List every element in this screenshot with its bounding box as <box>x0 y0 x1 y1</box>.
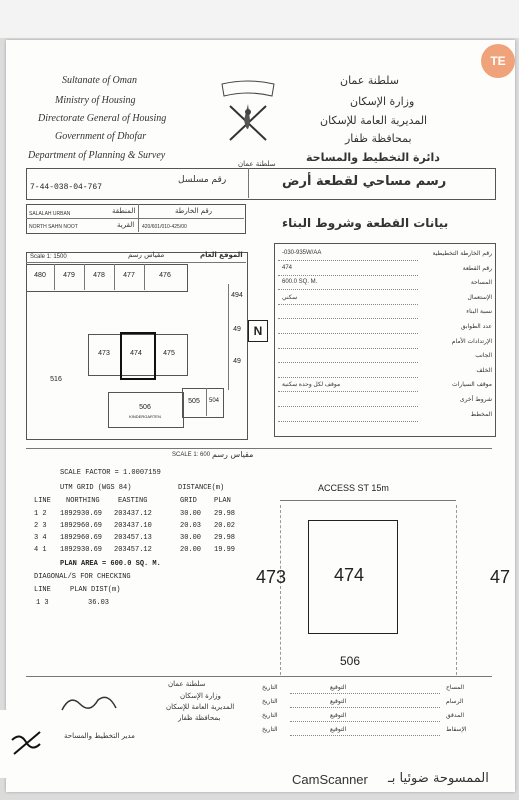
plot-info-value: موقف لكل وحدة سكنية <box>282 382 341 389</box>
plot-info-label: المخطط <box>470 410 492 418</box>
top-strip <box>0 0 519 38</box>
header-ar-line-1: سلطنة عمان <box>340 74 399 87</box>
plot-493: 49 <box>233 326 241 333</box>
plan-scale-value: SCALE 1: 600 <box>172 452 211 458</box>
stamp-line-1: سلطنة عمان <box>168 680 206 688</box>
plan-area: PLAN AREA = 600.0 SQ. M. <box>60 560 161 568</box>
plot-info-label: شروط أخرى <box>459 396 492 403</box>
diag-value: 36.03 <box>88 599 110 607</box>
signature-dotted-line <box>290 693 440 694</box>
coord-cell-northing: 1892930.69 <box>60 546 103 554</box>
coord-cell-northing: 1892930.69 <box>60 510 103 518</box>
document-title: رسم مساحي لقطعة أرض <box>282 174 447 189</box>
signature-icon <box>58 690 120 718</box>
plot-473: 473 <box>98 350 110 357</box>
header-en-line-2: Ministry of Housing <box>55 95 136 106</box>
signature-role: المساح <box>446 684 465 691</box>
plot-info-dotted-line <box>278 348 418 349</box>
plot-516: 516 <box>50 376 62 383</box>
signature-date: التاريخ <box>262 698 278 705</box>
plot-494: 494 <box>231 292 243 299</box>
coord-cell-line: 2 3 <box>34 522 47 530</box>
plot-480: 480 <box>34 272 46 279</box>
stamp-line-2: وزارة الإسكان <box>180 692 221 700</box>
plot-info-label: الجانب <box>475 352 492 360</box>
plot-info-heading: بيانات القطعة وشروط البناء <box>282 216 449 230</box>
diag-line: 1 3 <box>36 599 49 607</box>
plan-plot-473: 473 <box>256 567 287 587</box>
signature-dotted-line <box>290 721 440 722</box>
diag-col-line: LINE <box>34 586 51 594</box>
coord-cell-northing: 1892960.69 <box>60 522 103 530</box>
grid-header: UTM GRID (WGS 84) <box>60 484 132 492</box>
oman-emblem <box>216 76 280 160</box>
plot-info-value: 600.0 SQ. M. <box>282 279 318 286</box>
plan-plot-474: 474 <box>334 565 365 585</box>
plot-info-value: -030-935W/AA <box>282 250 322 256</box>
header-en-line-4: Government of Dhofar <box>55 131 147 142</box>
signature-dotted-line <box>290 707 440 708</box>
plot-info-dotted-line <box>278 362 418 363</box>
signature-role: الرسام <box>446 698 464 705</box>
plot-504: 504 <box>208 398 219 404</box>
map-no-label: رقم الخارطة <box>175 207 213 215</box>
header-ar-line-5: دائرة التخطيط والمساحة <box>306 151 440 164</box>
header-en-line-5: Department of Planning & Survey <box>28 150 166 161</box>
coord-cell-easting: 203457.12 <box>114 546 152 554</box>
plot-506: 506 <box>139 404 151 411</box>
header-ar-line-4: بمحافظة ظفار <box>345 132 412 145</box>
coord-cell-grid: 20.00 <box>180 546 202 554</box>
col-easting: EASTING <box>118 497 148 505</box>
plot-info-label: موقف السيارات <box>452 381 492 389</box>
director-label: مدير التخطيط والمساحة <box>64 732 135 740</box>
edit-icon[interactable] <box>0 710 52 778</box>
plot-info-label: عدد الطوابق <box>460 323 492 330</box>
serial-number: 7-44-038-04-767 <box>30 183 103 192</box>
coord-cell-plan: 29.98 <box>214 534 236 542</box>
coord-cell-northing: 1892960.69 <box>60 534 103 542</box>
coord-cell-line: 4 1 <box>34 546 47 554</box>
coord-cell-easting: 203457.13 <box>114 534 152 542</box>
plot-505: 505 <box>188 398 200 405</box>
signature-sig: التوقيع <box>330 698 347 705</box>
plot-info-dotted-line <box>278 289 418 290</box>
plot-info-dotted-line <box>278 377 418 378</box>
plot-477: 477 <box>123 272 135 279</box>
diag-col-plan: PLAN DIST(m) <box>70 586 121 594</box>
signature-sig: التوقيع <box>330 726 347 733</box>
plot-492: 49 <box>233 358 241 365</box>
camscanner-label: CamScanner <box>292 772 368 787</box>
plot-info-dotted-line <box>278 421 418 422</box>
village-label: القرية <box>117 221 135 229</box>
kindergarten-label: KINDERGARTEN <box>129 414 161 419</box>
plot-info-dotted-line <box>278 275 418 276</box>
plot-479: 479 <box>63 272 75 279</box>
map-no-value: 420/601/010-425/00 <box>142 224 187 230</box>
plot-info-label: رقم القطعة <box>462 264 492 272</box>
plot-info-label: الإرتدادات الأمام <box>451 337 492 345</box>
signature-role: المدقق <box>446 712 464 719</box>
plot-info-dotted-line <box>278 304 418 305</box>
plot-info-dotted-line <box>278 318 418 319</box>
signature-sig: التوقيع <box>330 712 347 719</box>
plot-info-value: 474 <box>282 264 293 271</box>
plan-scale-label: مقياس رسم <box>212 450 254 459</box>
plan-plot-506: 506 <box>340 654 361 668</box>
coord-cell-plan: 29.98 <box>214 510 236 518</box>
signature-dotted-line <box>290 735 440 736</box>
scale-factor: SCALE FACTOR = 1.0007159 <box>60 469 161 477</box>
plot-474: 474 <box>130 350 142 357</box>
plot-info-dotted-line <box>278 333 418 334</box>
location-scale-label: مقياس رسم <box>128 251 165 259</box>
emblem-caption: سلطنة عمان <box>238 160 276 168</box>
coord-cell-plan: 20.02 <box>214 522 236 530</box>
north-arrow-icon: N <box>248 320 268 342</box>
plan-plot-475: 47 <box>490 567 511 587</box>
col-grid: GRID <box>180 497 197 505</box>
coord-cell-easting: 203437.12 <box>114 510 152 518</box>
header-ar-line-3: المديرية العامة للإسكان <box>320 114 428 127</box>
plot-478: 478 <box>93 272 105 279</box>
coord-cell-grid: 30.00 <box>180 534 202 542</box>
app-badge[interactable]: TE <box>481 44 515 78</box>
col-line: LINE <box>34 497 51 505</box>
plot-info-value: سكني <box>282 294 298 301</box>
plot-info-label: رقم الخارطة التخطيطية <box>432 250 492 257</box>
village-value: NORTH SAHN NOOT <box>29 224 78 230</box>
region-value: SALALAH URBAN <box>29 211 71 217</box>
signature-date: التاريخ <box>262 726 278 733</box>
plot-info-label: الخلف <box>476 366 492 374</box>
col-northing: NORTHING <box>66 497 100 505</box>
plot-475: 475 <box>163 350 175 357</box>
plot-info-dotted-line <box>278 260 418 261</box>
signature-sig: التوقيع <box>330 684 347 691</box>
coord-cell-easting: 203437.10 <box>114 522 152 530</box>
header-en-line-3: Directorate General of Housing <box>38 113 167 124</box>
signature-role: الإسقاط <box>446 726 467 733</box>
plot-info-label: نسبة البناء <box>466 308 492 316</box>
serial-label: رقم مسلسل <box>178 175 227 185</box>
access-street: ACCESS ST 15m <box>318 483 389 493</box>
general-site-label: الموقع العام <box>200 251 243 259</box>
plot-476: 476 <box>159 272 171 279</box>
diagonal-heading: DIAGONAL/S FOR CHECKING <box>34 573 131 581</box>
plot-info-label: المساحة <box>470 279 492 287</box>
region-label: المنطقة <box>112 207 136 215</box>
stamp-line-4: بمحافظة ظفار <box>178 714 221 722</box>
signature-date: التاريخ <box>262 712 278 719</box>
stamp-line-3: المديرية العامة للإسكان <box>166 703 235 711</box>
signature-date: التاريخ <box>262 684 278 691</box>
col-plan: PLAN <box>214 497 231 505</box>
coord-cell-line: 3 4 <box>34 534 47 542</box>
plot-info-dotted-line <box>278 391 418 392</box>
camscanner-ar-label: الممسوحة ضوئيا بـ <box>388 771 489 786</box>
coord-cell-grid: 20.03 <box>180 522 202 530</box>
plot-info-dotted-line <box>278 406 418 407</box>
coord-cell-line: 1 2 <box>34 510 47 518</box>
location-scale-value: Scale 1: 1500 <box>30 254 67 260</box>
header-ar-line-2: وزارة الإسكان <box>350 95 415 108</box>
plot-info-label: الإستعمال <box>467 293 492 301</box>
distance-header: DISTANCE(m) <box>178 484 225 492</box>
coord-cell-plan: 19.99 <box>214 546 236 554</box>
coord-cell-grid: 30.00 <box>180 510 202 518</box>
header-en-line-1: Sultanate of Oman <box>62 75 137 86</box>
